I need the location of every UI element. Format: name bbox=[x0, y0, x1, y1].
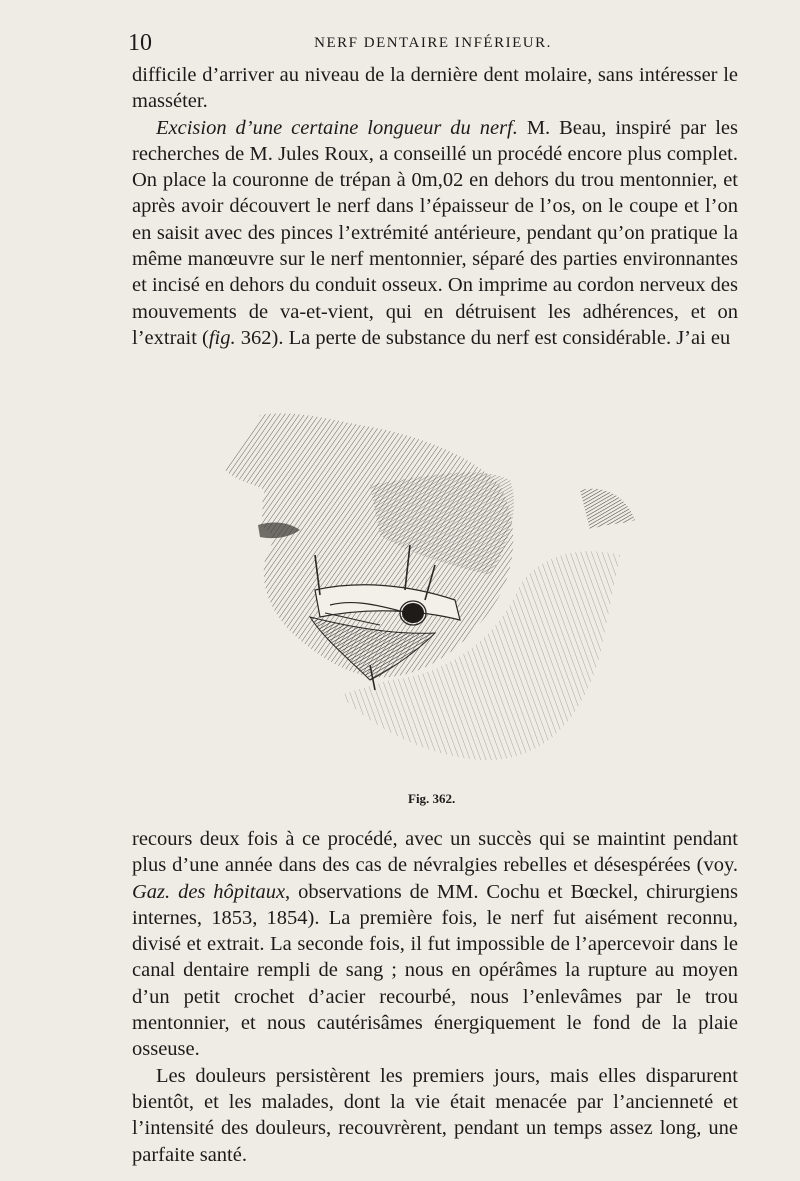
paragraph-2 bbox=[132, 115, 738, 352]
paragraph-1: difficile d’arriver au niveau de la dernière dent molaire, sans intéresser le masséter. bbox=[132, 64, 738, 113]
figure-reference: fig. bbox=[208, 326, 236, 349]
page-header bbox=[128, 30, 738, 54]
body-text-bottom bbox=[132, 826, 738, 1168]
paragraph-2-text: M. Beau, inspiré par les recherches de M. Jules Roux, a conseillé un procédé encore plus complet. On place la couronne de trépan à 0m,02 en dehors du trou mentonnier, et après avoir découvert le nerf dans l’épaisseur de l’os, on le coupe et l’on en saisit avec des pinces l’extrémité antérieure, pendant qu’on pratique la même manœuvre sur le nerf mentonnier, séparé des parties environnantes et incisé en dehors du conduit osseux. On imprime au cordon nerveux des mouvements de va-et-vient, qui en détruisent les adhérences, et on l’extrait ( bbox=[132, 116, 738, 349]
paragraph-2-end: 362). La perte de substance du nerf est considérable. J’ai eu bbox=[235, 326, 731, 349]
journal-reference: Gaz. des hôpitaux bbox=[132, 880, 286, 903]
running-title: NERF DENTAIRE INFÉRIEUR. bbox=[314, 35, 552, 51]
paragraph-3 bbox=[132, 826, 738, 1063]
paragraph-4: Les douleurs persistèrent les premiers jours, mais elles disparurent bientôt, et les malades, dont la vie était menacée par l’ancienneté et l’intensité des douleurs, recouvrèrent, pendant un temps assez long, une parfaite santé. bbox=[132, 1064, 738, 1166]
body-text-top bbox=[132, 62, 738, 351]
engraving-illustration bbox=[220, 395, 650, 770]
figure-caption: Fig. 362. bbox=[408, 791, 456, 806]
paragraph-3-rest: , observations de MM. Cochu et Bœckel, chirurgiens internes, 1853, 1854). La première fois, le nerf fut aisément reconnu, divisé et extrait. La seconde fois, il fut impossible de l’apercevoir dans le canal dentaire rempli de sang ; nous en opérâmes la rupture au moyen d’un petit crochet d’acier recourbé, nous l’enlevâmes par le trou mentonnier, et nous cautérisâmes énergiquement le fond de la plaie osseuse. bbox=[132, 880, 738, 1061]
paragraph-3-start: recours deux fois à ce procédé, avec un succès qui se maintint pendant plus d’une année dans des cas de névralgies rebelles et désespérées (voy. bbox=[132, 828, 738, 877]
face-surgery-engraving bbox=[220, 395, 650, 770]
section-title: Excision d’une certaine longueur du nerf. bbox=[156, 116, 518, 139]
page-number: 10 bbox=[128, 30, 152, 56]
